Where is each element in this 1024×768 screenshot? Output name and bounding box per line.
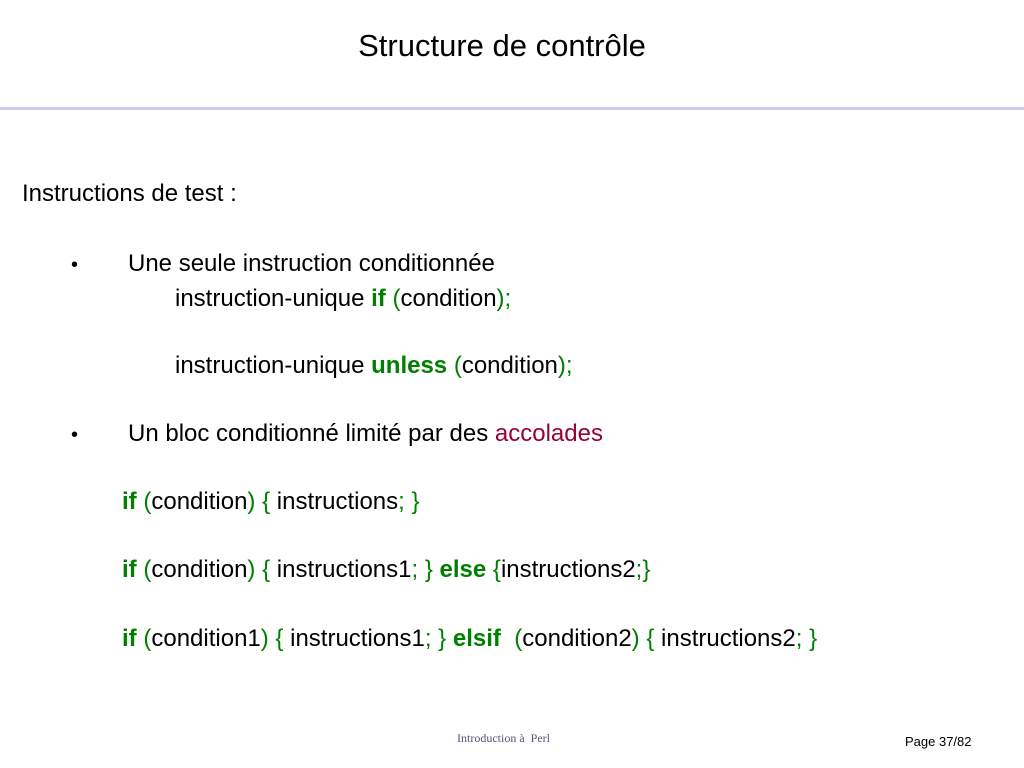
code-paren-open: ( bbox=[143, 625, 152, 652]
code-brace-open: { bbox=[492, 556, 501, 583]
code-brace-close: ; } bbox=[795, 625, 818, 652]
code-paren-close: ); bbox=[496, 285, 512, 312]
code-brace-close: ; } bbox=[398, 488, 420, 515]
code-line-if-elsif bbox=[122, 625, 817, 653]
code-condition: condition bbox=[151, 488, 248, 515]
code-paren-open: ( bbox=[453, 352, 462, 379]
code-brace-close: ;} bbox=[635, 556, 651, 583]
code-paren-open: ( bbox=[143, 556, 152, 583]
code-brace-close: ; } bbox=[424, 625, 453, 652]
bullet-marker-1: • bbox=[71, 254, 79, 276]
code-paren-open: ( bbox=[514, 625, 523, 652]
code-body: instructions2 bbox=[661, 625, 796, 652]
title-divider bbox=[0, 107, 1024, 110]
code-body: instructions1 bbox=[276, 556, 412, 583]
intro-heading: Instructions de test : bbox=[22, 180, 237, 207]
keyword-unless: unless bbox=[371, 352, 448, 379]
code-text: instruction-unique bbox=[175, 285, 372, 312]
keyword-if: if bbox=[122, 625, 137, 652]
code-line-if-block bbox=[122, 488, 420, 516]
keyword-if: if bbox=[122, 488, 137, 515]
code-paren-open: ( bbox=[143, 488, 152, 515]
code-body: instructions1 bbox=[290, 625, 425, 652]
code-condition: condition bbox=[400, 285, 497, 312]
code-text: instruction-unique bbox=[175, 352, 372, 379]
keyword-elsif: elsif bbox=[452, 625, 501, 652]
footer-title: Introduction à Perl bbox=[457, 731, 550, 745]
code-condition: condition2 bbox=[522, 625, 632, 652]
bullet-2-text: Un bloc conditionné limité par des bbox=[128, 420, 495, 447]
code-brace-open: ) { bbox=[260, 625, 291, 652]
code-condition: condition1 bbox=[151, 625, 261, 652]
slide-title: Structure de contrôle bbox=[358, 28, 646, 63]
code-condition: condition bbox=[151, 556, 248, 583]
code-condition: condition bbox=[461, 352, 558, 379]
code-brace-open: ) { bbox=[247, 488, 277, 515]
code-space bbox=[501, 625, 514, 652]
keyword-if: if bbox=[371, 285, 386, 312]
code-line-if-else bbox=[122, 556, 650, 584]
bullet-1-label: Une seule instruction conditionnée bbox=[128, 250, 495, 277]
page-number: Page 37/82 bbox=[905, 734, 972, 749]
keyword-if: if bbox=[122, 556, 137, 583]
code-space bbox=[486, 556, 493, 583]
code-paren-open: ( bbox=[392, 285, 401, 312]
code-line-if-single bbox=[175, 285, 511, 313]
bullet-2-label bbox=[128, 420, 603, 448]
bullet-2-accent: accolades bbox=[494, 420, 603, 447]
code-brace-open: ) { bbox=[247, 556, 277, 583]
code-brace-open: ) { bbox=[631, 625, 662, 652]
code-body: instructions2 bbox=[500, 556, 636, 583]
keyword-else: else bbox=[439, 556, 487, 583]
code-brace-close: ; } bbox=[411, 556, 440, 583]
bullet-marker-2: • bbox=[71, 424, 79, 446]
code-space bbox=[447, 352, 454, 379]
code-line-unless-single bbox=[175, 352, 573, 380]
code-paren-close: ); bbox=[557, 352, 573, 379]
code-body: instructions bbox=[276, 488, 399, 515]
